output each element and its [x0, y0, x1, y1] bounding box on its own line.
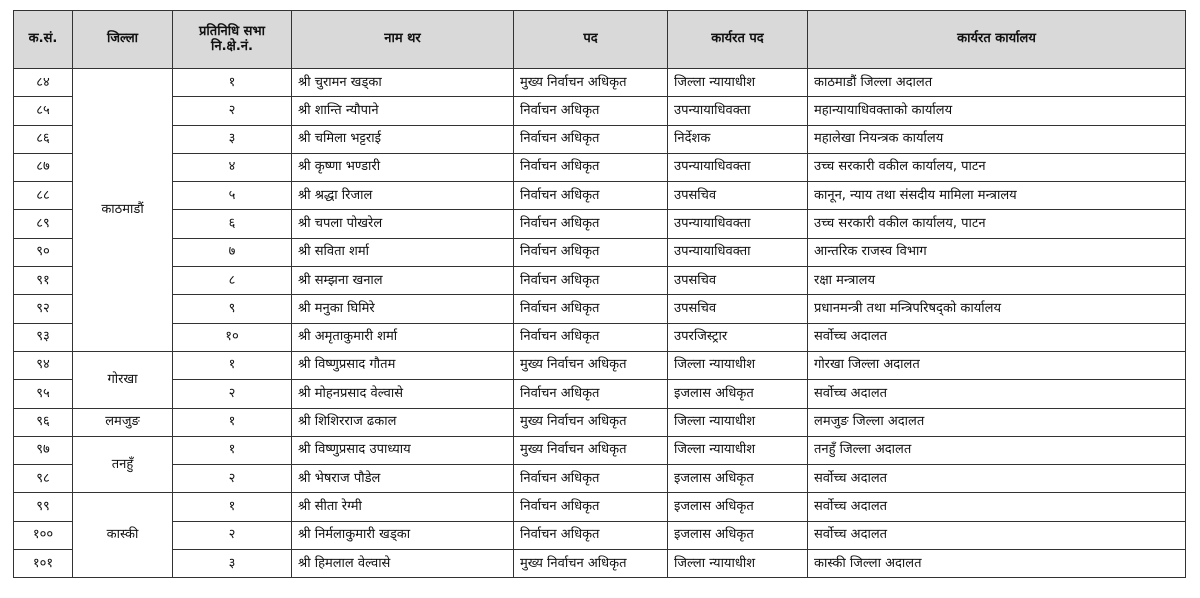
header-post: पद: [514, 11, 668, 69]
serial-number-cell: ९७: [14, 436, 73, 464]
constituency-cell: १: [173, 493, 292, 521]
table-row: [14, 408, 1186, 436]
serial-number-cell: १००: [14, 521, 73, 549]
working-office-cell: लमजुङ जिल्ला अदालत: [808, 408, 1186, 436]
working-post-cell: उपसचिव: [668, 182, 808, 210]
post-cell: मुख्य निर्वाचन अधिकृत: [514, 408, 668, 436]
name-cell: श्री सविता शर्मा: [292, 238, 514, 266]
table-row: [14, 69, 1186, 97]
table-body: [14, 69, 1186, 578]
working-office-cell: तनहुँ जिल्ला अदालत: [808, 436, 1186, 464]
serial-number-cell: ८६: [14, 125, 73, 153]
constituency-cell: ६: [173, 210, 292, 238]
working-office-cell: उच्च सरकारी वकील कार्यालय, पाटन: [808, 210, 1186, 238]
name-cell: श्री मनुका घिमिरे: [292, 295, 514, 323]
post-cell: निर्वाचन अधिकृत: [514, 521, 668, 549]
name-cell: श्री भेषराज पौडेल: [292, 465, 514, 493]
post-cell: मुख्य निर्वाचन अधिकृत: [514, 69, 668, 97]
table-row: [14, 182, 1186, 210]
working-post-cell: इजलास अधिकृत: [668, 380, 808, 408]
name-cell: श्री निर्मलाकुमारी खड्का: [292, 521, 514, 549]
working-post-cell: उपसचिव: [668, 295, 808, 323]
serial-number-cell: ९०: [14, 238, 73, 266]
header-district: जिल्ला: [73, 11, 173, 69]
name-cell: श्री सम्झना खनाल: [292, 267, 514, 295]
table-row: [14, 550, 1186, 578]
post-cell: निर्वाचन अधिकृत: [514, 97, 668, 125]
name-cell: श्री कृष्णा भण्डारी: [292, 153, 514, 181]
name-cell: श्री शिशिरराज ढकाल: [292, 408, 514, 436]
working-post-cell: जिल्ला न्यायाधीश: [668, 351, 808, 379]
constituency-cell: २: [173, 521, 292, 549]
working-office-cell: सर्वोच्च अदालत: [808, 521, 1186, 549]
table-row: [14, 465, 1186, 493]
table-row: [14, 97, 1186, 125]
post-cell: निर्वाचन अधिकृत: [514, 210, 668, 238]
working-post-cell: इजलास अधिकृत: [668, 521, 808, 549]
name-cell: श्री हिमलाल वेल्वासे: [292, 550, 514, 578]
post-cell: निर्वाचन अधिकृत: [514, 125, 668, 153]
table-row: [14, 210, 1186, 238]
constituency-cell: १: [173, 408, 292, 436]
constituency-cell: ३: [173, 550, 292, 578]
post-cell: मुख्य निर्वाचन अधिकृत: [514, 550, 668, 578]
name-cell: श्री चपला पोखरेल: [292, 210, 514, 238]
serial-number-cell: ९२: [14, 295, 73, 323]
district-cell: कास्की: [73, 493, 173, 578]
post-cell: निर्वाचन अधिकृत: [514, 380, 668, 408]
serial-number-cell: ८५: [14, 97, 73, 125]
working-post-cell: इजलास अधिकृत: [668, 465, 808, 493]
post-cell: निर्वाचन अधिकृत: [514, 465, 668, 493]
name-cell: श्री विष्णुप्रसाद उपाध्याय: [292, 436, 514, 464]
header-working-post: कार्यरत पद: [668, 11, 808, 69]
working-post-cell: जिल्ला न्यायाधीश: [668, 436, 808, 464]
table-row: [14, 153, 1186, 181]
constituency-cell: १: [173, 436, 292, 464]
working-post-cell: जिल्ला न्यायाधीश: [668, 69, 808, 97]
constituency-cell: ३: [173, 125, 292, 153]
working-office-cell: आन्तरिक राजस्व विभाग: [808, 238, 1186, 266]
election-officers-table: [13, 10, 1186, 578]
table-row: [14, 436, 1186, 464]
constituency-cell: २: [173, 97, 292, 125]
working-office-cell: कास्की जिल्ला अदालत: [808, 550, 1186, 578]
district-cell: तनहुँ: [73, 436, 173, 493]
table-row: [14, 380, 1186, 408]
post-cell: मुख्य निर्वाचन अधिकृत: [514, 436, 668, 464]
post-cell: निर्वाचन अधिकृत: [514, 493, 668, 521]
working-post-cell: उपन्यायाधिवक्ता: [668, 238, 808, 266]
table-row: [14, 267, 1186, 295]
district-cell: गोरखा: [73, 351, 173, 408]
serial-number-cell: ९८: [14, 465, 73, 493]
table-header: [14, 11, 1186, 69]
post-cell: निर्वाचन अधिकृत: [514, 295, 668, 323]
serial-number-cell: ९६: [14, 408, 73, 436]
serial-number-cell: ९१: [14, 267, 73, 295]
working-post-cell: जिल्ला न्यायाधीश: [668, 550, 808, 578]
serial-number-cell: १०१: [14, 550, 73, 578]
working-post-cell: इजलास अधिकृत: [668, 493, 808, 521]
post-cell: निर्वाचन अधिकृत: [514, 267, 668, 295]
district-cell: लमजुङ: [73, 408, 173, 436]
working-office-cell: काठमाडौं जिल्ला अदालत: [808, 69, 1186, 97]
header-working-office: कार्यरत कार्यालय: [808, 11, 1186, 69]
working-office-cell: महालेखा नियन्त्रक कार्यालय: [808, 125, 1186, 153]
working-office-cell: उच्च सरकारी वकील कार्यालय, पाटन: [808, 153, 1186, 181]
serial-number-cell: ८८: [14, 182, 73, 210]
post-cell: निर्वाचन अधिकृत: [514, 153, 668, 181]
working-office-cell: सर्वोच्च अदालत: [808, 493, 1186, 521]
table-row: [14, 493, 1186, 521]
header-row: [14, 11, 1186, 69]
working-post-cell: उपन्यायाधिवक्ता: [668, 210, 808, 238]
working-post-cell: उपन्यायाधिवक्ता: [668, 97, 808, 125]
officer-table-container: [13, 10, 1186, 578]
working-office-cell: सर्वोच्च अदालत: [808, 465, 1186, 493]
constituency-cell: ९: [173, 295, 292, 323]
working-office-cell: महान्यायाधिवक्ताको कार्यालय: [808, 97, 1186, 125]
constituency-cell: ८: [173, 267, 292, 295]
table-row: [14, 521, 1186, 549]
header-constituency-line2: नि.क्षे.नं.: [211, 38, 253, 54]
header-constituency-line1: प्रतिनिधि सभा: [199, 24, 265, 40]
serial-number-cell: ९४: [14, 351, 73, 379]
table-row: [14, 295, 1186, 323]
working-office-cell: कानून, न्याय तथा संसदीय मामिला मन्त्रालय: [808, 182, 1186, 210]
working-office-cell: रक्षा मन्त्रालय: [808, 267, 1186, 295]
serial-number-cell: ८७: [14, 153, 73, 181]
constituency-cell: ४: [173, 153, 292, 181]
working-post-cell: निर्देशक: [668, 125, 808, 153]
working-post-cell: उपन्यायाधिवक्ता: [668, 153, 808, 181]
working-post-cell: जिल्ला न्यायाधीश: [668, 408, 808, 436]
table-row: [14, 323, 1186, 351]
header-serial: क.सं.: [14, 11, 73, 69]
name-cell: श्री चुरामन खड्का: [292, 69, 514, 97]
working-office-cell: प्रधानमन्त्री तथा मन्त्रिपरिषद्को कार्यालय: [808, 295, 1186, 323]
serial-number-cell: ९९: [14, 493, 73, 521]
constituency-cell: १: [173, 69, 292, 97]
name-cell: श्री शान्ति न्यौपाने: [292, 97, 514, 125]
working-post-cell: उपरजिस्ट्रार: [668, 323, 808, 351]
post-cell: निर्वाचन अधिकृत: [514, 323, 668, 351]
post-cell: निर्वाचन अधिकृत: [514, 238, 668, 266]
name-cell: श्री चमिला भट्टराई: [292, 125, 514, 153]
working-office-cell: गोरखा जिल्ला अदालत: [808, 351, 1186, 379]
serial-number-cell: ९३: [14, 323, 73, 351]
header-constituency: [173, 11, 292, 69]
constituency-cell: ७: [173, 238, 292, 266]
serial-number-cell: ८९: [14, 210, 73, 238]
constituency-cell: १०: [173, 323, 292, 351]
name-cell: श्री सीता रेग्मी: [292, 493, 514, 521]
name-cell: श्री विष्णुप्रसाद गौतम: [292, 351, 514, 379]
post-cell: मुख्य निर्वाचन अधिकृत: [514, 351, 668, 379]
constituency-cell: २: [173, 380, 292, 408]
working-office-cell: सर्वोच्च अदालत: [808, 323, 1186, 351]
working-office-cell: सर्वोच्च अदालत: [808, 380, 1186, 408]
serial-number-cell: ८४: [14, 69, 73, 97]
district-cell: काठमाडौं: [73, 69, 173, 352]
name-cell: श्री मोहनप्रसाद वेल्वासे: [292, 380, 514, 408]
name-cell: श्री अमृताकुमारी शर्मा: [292, 323, 514, 351]
constituency-cell: २: [173, 465, 292, 493]
constituency-cell: १: [173, 351, 292, 379]
table-row: [14, 238, 1186, 266]
working-post-cell: उपसचिव: [668, 267, 808, 295]
header-name: नाम थर: [292, 11, 514, 69]
table-row: [14, 351, 1186, 379]
table-row: [14, 125, 1186, 153]
name-cell: श्री श्रद्धा रिजाल: [292, 182, 514, 210]
constituency-cell: ५: [173, 182, 292, 210]
post-cell: निर्वाचन अधिकृत: [514, 182, 668, 210]
serial-number-cell: ९५: [14, 380, 73, 408]
